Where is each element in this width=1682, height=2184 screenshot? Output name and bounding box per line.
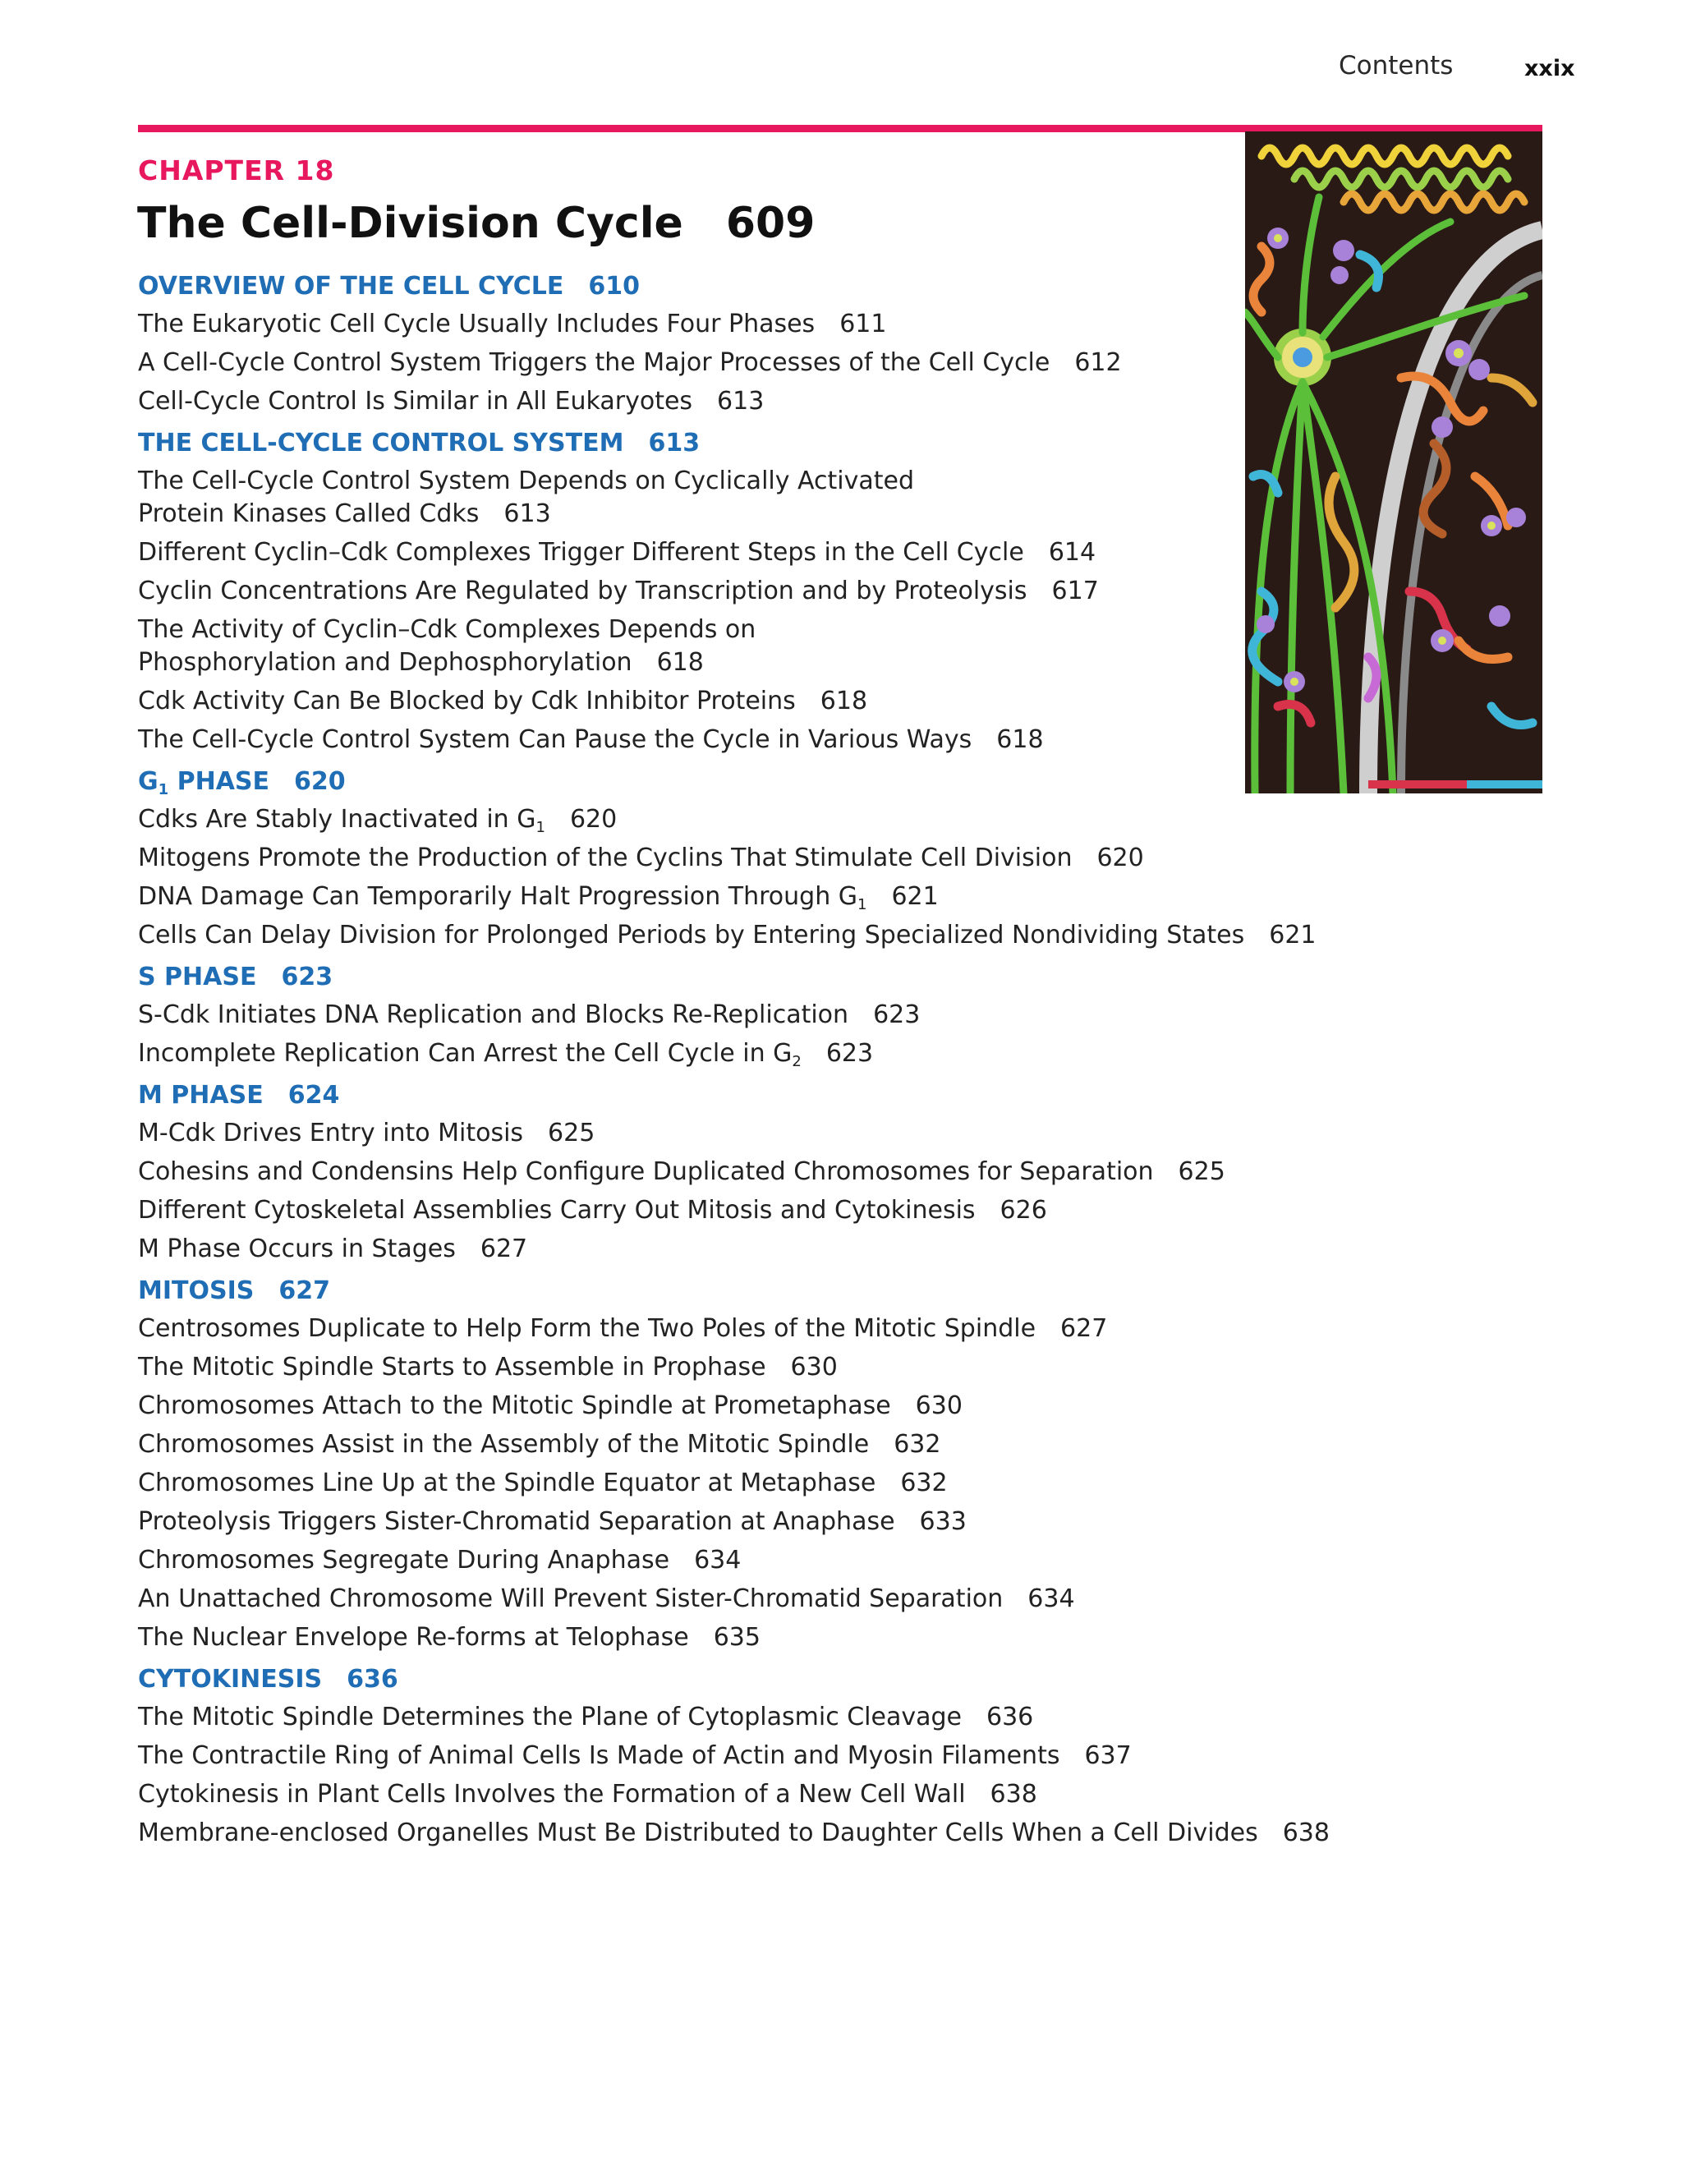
toc-section (138, 962, 1239, 1070)
section-page-number: 624 (287, 1081, 340, 1110)
entry-page-number: 638 (1282, 1818, 1330, 1847)
entry-page-number: 618 (656, 648, 704, 677)
toc-entry[interactable] (138, 614, 926, 679)
entry-page-number: 614 (1048, 538, 1096, 567)
entry-title: M Phase Occurs in Stages (138, 1235, 456, 1263)
toc-entry[interactable] (138, 1583, 1239, 1616)
toc-entry[interactable] (138, 880, 1239, 913)
section-page-number: 610 (588, 272, 640, 301)
entry-page-number: 636 (986, 1703, 1034, 1731)
entry-title: The Activity of Cyclin–Cdk Complexes Depends on Phosphorylation and Dephosphorylation (138, 615, 756, 677)
toc-section-heading[interactable] (138, 962, 1239, 993)
toc-section (138, 1080, 1239, 1266)
toc-entry[interactable] (138, 919, 1317, 952)
entry-page-number: 627 (480, 1235, 528, 1263)
toc-entry[interactable] (138, 385, 1239, 418)
toc-entry[interactable] (138, 1037, 1239, 1070)
toc-entry[interactable] (138, 1117, 1239, 1150)
entry-title: Different Cyclin–Cdk Complexes Trigger Different Steps in the Cell Cycle (138, 538, 1024, 567)
entry-title: Incomplete Replication Can Arrest the Cell Cycle in G (138, 1039, 793, 1068)
running-head (1339, 51, 1585, 92)
toc-entry[interactable] (138, 999, 1239, 1032)
entry-page-number: 621 (891, 882, 939, 911)
entry-title: Mitogens Promote the Production of the Cyclins That Stimulate Cell Division (138, 844, 1073, 872)
entry-title: The Eukaryotic Cell Cycle Usually Includes Four Phases (138, 310, 816, 338)
section-title: THE CELL-CYCLE CONTROL SYSTEM (138, 429, 624, 457)
entry-subscript: 1 (535, 819, 545, 836)
toc-section-heading[interactable] (138, 1080, 1239, 1111)
toc-section (138, 1276, 1239, 1654)
toc-section-heading[interactable] (138, 271, 1239, 302)
chapter-label: CHAPTER 18 (138, 154, 335, 186)
entry-title: Cdks Are Stably Inactivated in G (138, 805, 536, 834)
entry-page-number: 620 (1096, 844, 1144, 872)
toc-entry[interactable] (138, 575, 1239, 608)
toc-entry[interactable] (138, 842, 1239, 875)
entry-subscript: 2 (792, 1053, 802, 1070)
toc-section-heading[interactable] (138, 1664, 1239, 1695)
entry-page-number: 623 (825, 1039, 874, 1068)
chapter-title (137, 199, 815, 248)
entry-title: The Cell-Cycle Control System Depends on Cyclically Activated Protein Kinases Called Cdks (138, 467, 915, 528)
chapter-page-number: 609 (725, 199, 816, 248)
entry-title: The Mitotic Spindle Starts to Assemble in Prophase (138, 1353, 766, 1382)
toc-entry[interactable] (138, 1778, 1239, 1811)
section-title-subscript: 1 (158, 781, 169, 798)
toc-section-heading[interactable] (138, 1276, 1239, 1307)
entry-page-number: 625 (548, 1119, 595, 1147)
entry-title: Cells Can Delay Division for Prolonged Periods by Entering Specialized Nondividing States (138, 921, 1245, 949)
entry-page-number: 638 (990, 1780, 1037, 1809)
section-title-rest: PHASE (168, 767, 270, 796)
entry-title: The Mitotic Spindle Determines the Plane of Cytoplasmic Cleavage (138, 1703, 962, 1731)
toc-entry[interactable] (138, 724, 1239, 756)
entry-subscript: 1 (857, 896, 867, 913)
toc-section-heading[interactable] (138, 766, 1239, 798)
toc-entry[interactable] (138, 1233, 1239, 1266)
entry-title: S-Cdk Initiates DNA Replication and Blocks Re-Replication (138, 1000, 849, 1029)
toc-section (138, 271, 1239, 418)
entry-title: Cyclin Concentrations Are Regulated by Transcription and by Proteolysis (138, 577, 1027, 605)
entry-page-number: 630 (915, 1391, 963, 1420)
entry-page-number: 625 (1178, 1157, 1225, 1186)
toc-entry[interactable] (138, 1621, 1239, 1654)
entry-page-number: 627 (1060, 1314, 1108, 1343)
toc-entry[interactable] (138, 536, 1239, 569)
entry-page-number: 634 (694, 1546, 742, 1575)
section-page-number: 613 (648, 429, 701, 457)
entry-title: A Cell-Cycle Control System Triggers the Major Processes of the Cell Cycle (138, 348, 1050, 377)
section-title: S PHASE (138, 963, 257, 991)
section-page-number: 627 (278, 1276, 330, 1305)
section-page-number: 623 (281, 963, 333, 991)
entry-page-number: 612 (1074, 348, 1122, 377)
entry-title: Cdk Activity Can Be Blocked by Cdk Inhibitor Proteins (138, 687, 796, 715)
entry-page-number: 623 (873, 1000, 921, 1029)
section-title: M PHASE (138, 1081, 264, 1110)
section-title: OVERVIEW OF THE CELL CYCLE (138, 272, 564, 301)
entry-page-number: 621 (1269, 921, 1317, 949)
entry-title: M-Cdk Drives Entry into Mitosis (138, 1119, 524, 1147)
entry-page-number: 613 (717, 387, 765, 416)
entry-title: Centrosomes Duplicate to Help Form the Two Poles of the Mitotic Spindle (138, 1314, 1036, 1343)
toc-section-heading[interactable] (138, 428, 1239, 459)
entry-page-number: 617 (1051, 577, 1099, 605)
toc-entry[interactable] (138, 1701, 1239, 1734)
toc-entry[interactable] (138, 1740, 1239, 1772)
entry-title: DNA Damage Can Temporarily Halt Progression Through G (138, 882, 857, 911)
entry-title: Cohesins and Condensins Help Configure Duplicated Chromosomes for Separation (138, 1157, 1154, 1186)
entry-title: Chromosomes Attach to the Mitotic Spindle at Prometaphase (138, 1391, 891, 1420)
toc-entry[interactable] (138, 685, 1239, 718)
toc-entry[interactable] (138, 1817, 1330, 1850)
entry-page-number: 613 (503, 499, 551, 528)
entry-page-number: 635 (713, 1623, 761, 1652)
entry-page-number: 634 (1027, 1584, 1075, 1613)
chapter-opener-artwork (1245, 131, 1542, 793)
toc-entry[interactable] (138, 1313, 1239, 1345)
entry-title: The Cell-Cycle Control System Can Pause the Cycle in Various Ways (138, 725, 972, 754)
entry-page-number: 630 (790, 1353, 838, 1382)
entry-page-number: 632 (900, 1469, 948, 1497)
toc-entry[interactable] (138, 1156, 1239, 1189)
entry-page-number: 620 (569, 805, 618, 834)
entry-title: Chromosomes Assist in the Assembly of the Mitotic Spindle (138, 1430, 870, 1459)
entry-page-number: 618 (820, 687, 868, 715)
toc-entry[interactable] (138, 803, 1239, 836)
entry-page-number: 632 (894, 1430, 941, 1459)
toc-entry[interactable] (138, 1428, 1239, 1461)
entry-title: The Nuclear Envelope Re-forms at Telophase (138, 1623, 689, 1652)
entry-title: Chromosomes Line Up at the Spindle Equator at Metaphase (138, 1469, 876, 1497)
entry-page-number: 618 (996, 725, 1044, 754)
section-title: MITOSIS (138, 1276, 255, 1305)
entry-title: Different Cytoskeletal Assemblies Carry Out Mitosis and Cytokinesis (138, 1196, 976, 1225)
toc-entry[interactable] (138, 347, 1239, 379)
toc-entry[interactable] (138, 1544, 1239, 1577)
toc-entry[interactable] (138, 308, 1239, 341)
table-of-contents (138, 271, 1330, 1850)
toc-entry[interactable] (138, 1194, 1239, 1227)
entry-page-number: 626 (1000, 1196, 1047, 1225)
toc-entry[interactable] (138, 1390, 1239, 1423)
entry-page-number: 633 (919, 1507, 967, 1536)
running-head-label: Contents (1339, 51, 1454, 80)
entry-title: Cell-Cycle Control Is Similar in All Eukaryotes (138, 387, 693, 416)
toc-entry[interactable] (138, 1351, 1239, 1384)
toc-section (138, 766, 1317, 952)
toc-section (138, 1664, 1330, 1850)
toc-entry[interactable] (138, 1467, 1239, 1500)
section-page-number: 636 (347, 1665, 398, 1694)
entry-page-number: 611 (839, 310, 887, 338)
entry-title: Cytokinesis in Plant Cells Involves the Formation of a New Cell Wall (138, 1780, 966, 1809)
section-page-number: 620 (294, 767, 346, 796)
entry-title: Chromosomes Segregate During Anaphase (138, 1546, 670, 1575)
toc-section (138, 428, 1239, 756)
toc-entry[interactable] (138, 1506, 1239, 1538)
entry-title: Membrane-enclosed Organelles Must Be Distributed to Daughter Cells When a Cell Divides (138, 1818, 1258, 1847)
entry-page-number: 637 (1084, 1741, 1132, 1770)
running-head-page-number: xxix (1524, 56, 1575, 81)
toc-entry[interactable] (138, 465, 959, 531)
entry-title: An Unattached Chromosome Will Prevent Sister-Chromatid Separation (138, 1584, 1004, 1613)
entry-title: The Contractile Ring of Animal Cells Is Made of Actin and Myosin Filaments (138, 1741, 1060, 1770)
section-title: G (138, 767, 159, 796)
section-title: CYTOKINESIS (138, 1665, 323, 1694)
chapter-title-text: The Cell-Division Cycle (137, 199, 683, 248)
entry-title: Proteolysis Triggers Sister-Chromatid Separation at Anaphase (138, 1507, 895, 1536)
